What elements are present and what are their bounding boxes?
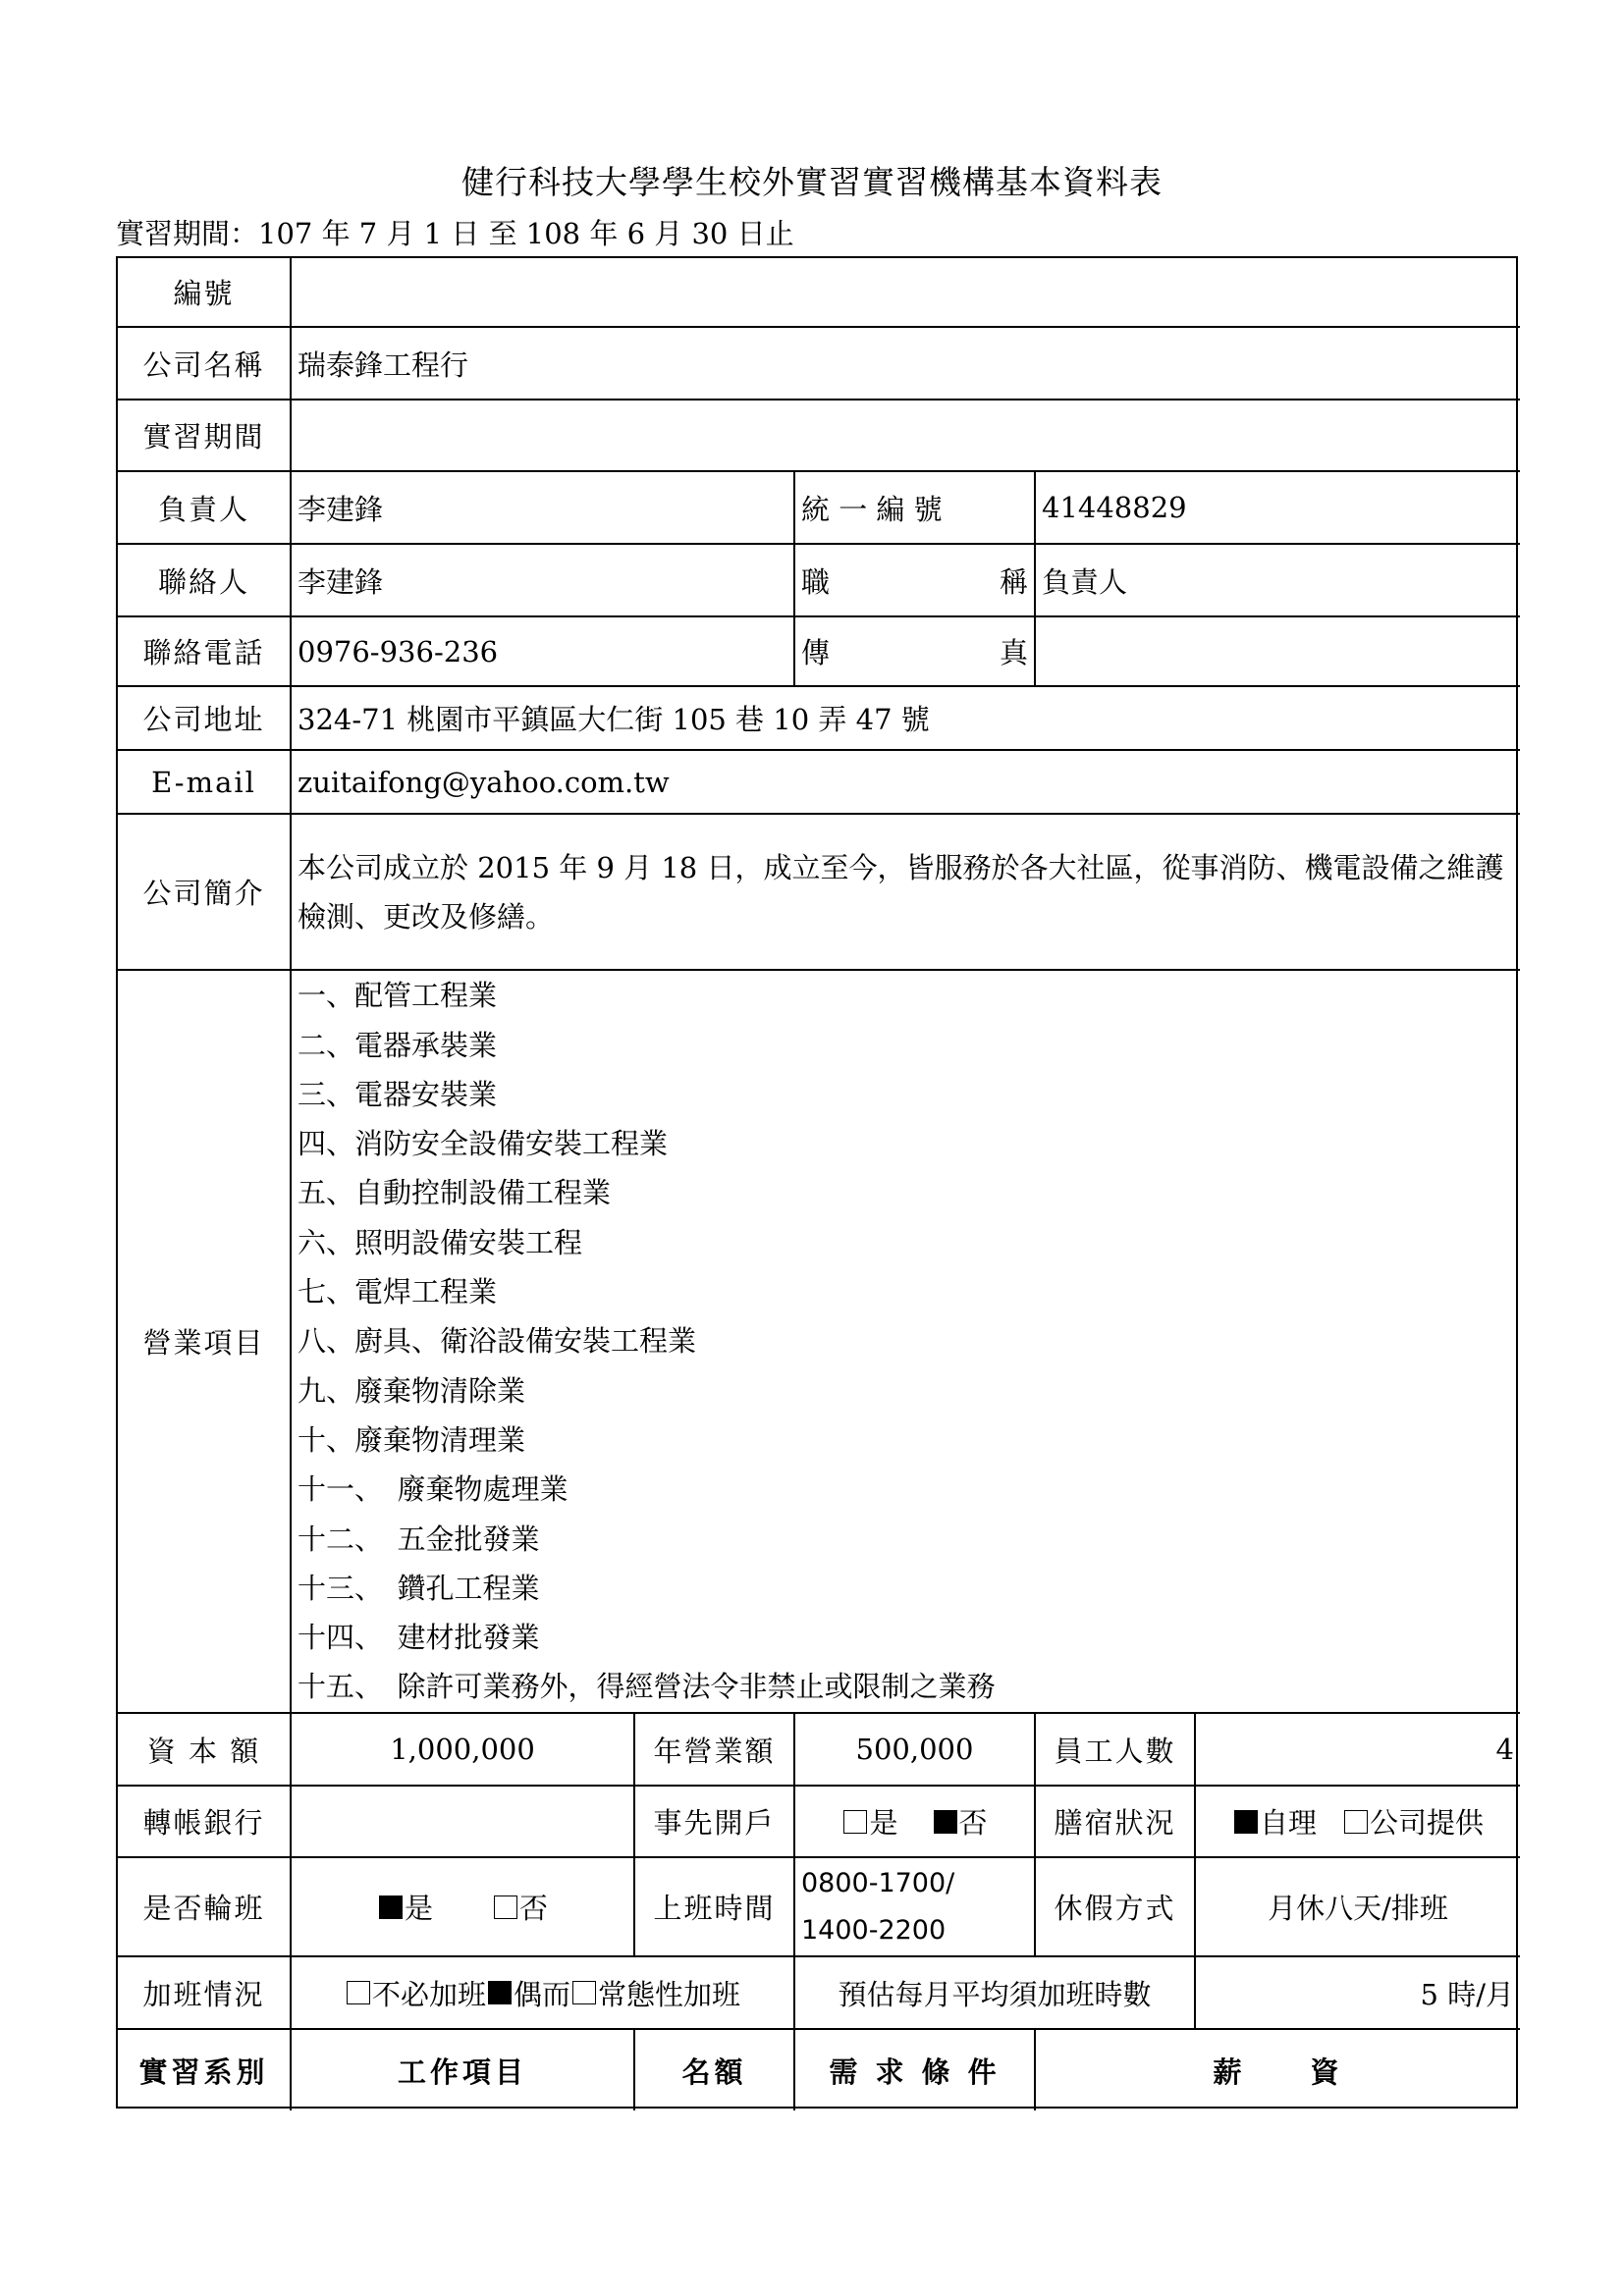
number-value (292, 258, 1520, 328)
footer-work-header: 工作項目 (292, 2030, 635, 2110)
contact-value: 李建鋒 (292, 545, 795, 617)
job-title-label (795, 545, 1036, 617)
tax-id-value: 41448829 (1036, 472, 1520, 545)
company-name-value: 瑞泰鋒工程行 (292, 328, 1520, 400)
checkbox-icon (1344, 1810, 1368, 1834)
footer-salary-header: 薪 資 (1213, 2055, 1343, 2089)
footer-dept-header: 實習系別 (118, 2030, 292, 2110)
address-value: 324-71 桃園市平鎮區大仁街 105 巷 10 弄 47 號 (292, 687, 1520, 751)
pre-account-yes[interactable]: 是 (841, 1801, 897, 1842)
phone-label: 聯絡電話 (118, 617, 292, 687)
employees-value: 4 (1196, 1714, 1520, 1787)
leave-label: 休假方式 (1036, 1858, 1196, 1957)
fax-label-a: 傳 (801, 636, 831, 669)
business-item: 四、消防安全設備安裝工程業 (298, 1127, 669, 1161)
number-label: 編號 (118, 258, 292, 328)
checkbox-checked-icon (488, 1981, 512, 2004)
intern-period-label: 實習期間 (118, 400, 292, 472)
shift-no[interactable]: 否 (492, 1887, 548, 1927)
overtime-hours-value: 5 時/月 (1196, 1957, 1520, 2030)
footer-requirements-header: 需 求 條 件 (795, 2030, 1036, 2110)
revenue-value: 500,000 (795, 1714, 1036, 1787)
checkbox-icon (572, 1981, 596, 2004)
business-items (292, 971, 1520, 1714)
email-value: zuitaifong@yahoo.com.tw (292, 751, 1520, 815)
overtime-est-label: 預估每月平均須加班時數 (795, 1957, 1196, 2030)
tax-id-label: 統 一 編 號 (795, 472, 1036, 545)
job-title-value: 負責人 (1036, 545, 1520, 617)
email-label: E-mail (118, 751, 292, 815)
pre-account-options (795, 1787, 1036, 1858)
bank-label: 轉帳銀行 (118, 1787, 292, 1858)
business-item: 七、電焊工程業 (298, 1275, 498, 1309)
business-item: 十四、 建材批發業 (298, 1621, 540, 1655)
work-hours-value (795, 1858, 1036, 1957)
checkbox-icon (843, 1810, 867, 1834)
intro-label: 公司簡介 (118, 815, 292, 971)
intern-period-value (292, 400, 1520, 472)
business-item: 一、配管工程業 (298, 979, 498, 1013)
work-hours-line-1: 0800-1700/ (801, 1867, 955, 1898)
capital-value: 1,000,000 (292, 1714, 635, 1787)
shift-yes[interactable]: 是 (377, 1887, 433, 1927)
period-text: 實習期間：107 年 7 月 1 日 至 108 年 6 月 30 日止 (116, 217, 794, 250)
bank-value (292, 1787, 635, 1858)
leave-value: 月休八天/排班 (1196, 1858, 1520, 1957)
employees-label: 員工人數 (1036, 1714, 1196, 1787)
lodging-options (1196, 1787, 1520, 1858)
overtime-options (292, 1957, 795, 2030)
footer-quota-header: 名額 (635, 2030, 795, 2110)
pre-account-no[interactable]: 否 (932, 1801, 988, 1842)
job-title-label-b: 稱 (999, 564, 1028, 599)
contact-label: 聯絡人 (118, 545, 292, 617)
overtime-label: 加班情況 (118, 1957, 292, 2030)
business-item: 九、廢棄物清除業 (298, 1373, 526, 1408)
job-title-label-a: 職 (801, 564, 831, 599)
business-item: 十二、 五金批發業 (298, 1522, 540, 1556)
business-item: 十五、 除許可業務外，得經營法令非禁止或限制之業務 (298, 1670, 996, 1704)
business-item: 十一、 廢棄物處理業 (298, 1472, 568, 1507)
business-item: 五、自動控制設備工程業 (298, 1176, 612, 1210)
lodging-self[interactable]: 自理 (1232, 1801, 1317, 1842)
lodging-label: 膳宿狀況 (1036, 1787, 1196, 1858)
business-item: 八、廚具、衛浴設備安裝工程業 (298, 1324, 697, 1359)
business-item: 十三、 鑽孔工程業 (298, 1571, 540, 1605)
pre-account-label: 事先開戶 (635, 1787, 795, 1858)
business-item: 三、電器安裝業 (298, 1077, 498, 1111)
business-label: 營業項目 (118, 971, 292, 1714)
overtime-none[interactable]: 不必加班 (345, 1973, 486, 2013)
owner-label: 負責人 (118, 472, 292, 545)
form-table (116, 256, 1518, 2109)
fax-value (1036, 617, 1520, 687)
shift-label: 是否輪班 (118, 1858, 292, 1957)
address-label: 公司地址 (118, 687, 292, 751)
fax-label-b: 真 (999, 636, 1028, 669)
capital-label: 資 本 額 (118, 1714, 292, 1787)
business-item: 十、廢棄物清理業 (298, 1422, 526, 1457)
work-hours-line-2: 1400-2200 (801, 1914, 947, 1946)
checkbox-icon (347, 1981, 370, 2004)
overtime-regular[interactable]: 常態性加班 (570, 1973, 740, 2013)
business-item: 六、照明設備安裝工程 (298, 1225, 583, 1259)
work-hours-label: 上班時間 (635, 1858, 795, 1957)
checkbox-checked-icon (1234, 1810, 1258, 1834)
checkbox-checked-icon (934, 1810, 957, 1834)
shift-options (292, 1858, 635, 1957)
intro-value: 本公司成立於 2015 年 9 月 18 日，成立至今，皆服務於各大社區，從事消防、機電設備之維護檢測、更改及修繕。 (292, 815, 1520, 971)
lodging-company[interactable]: 公司提供 (1342, 1801, 1484, 1842)
checkbox-icon (494, 1896, 517, 1919)
revenue-label: 年營業額 (635, 1714, 795, 1787)
checkbox-checked-icon (379, 1896, 403, 1919)
phone-value: 0976-936-236 (292, 617, 795, 687)
company-name-label: 公司名稱 (118, 328, 292, 400)
overtime-occasional[interactable]: 偶而 (486, 1973, 570, 2013)
fax-label (795, 617, 1036, 687)
business-item: 二、電器承裝業 (298, 1028, 498, 1062)
owner-value: 李建鋒 (292, 472, 795, 545)
form-title: 健行科技大學學生校外實習實習機構基本資料表 (461, 163, 1163, 201)
